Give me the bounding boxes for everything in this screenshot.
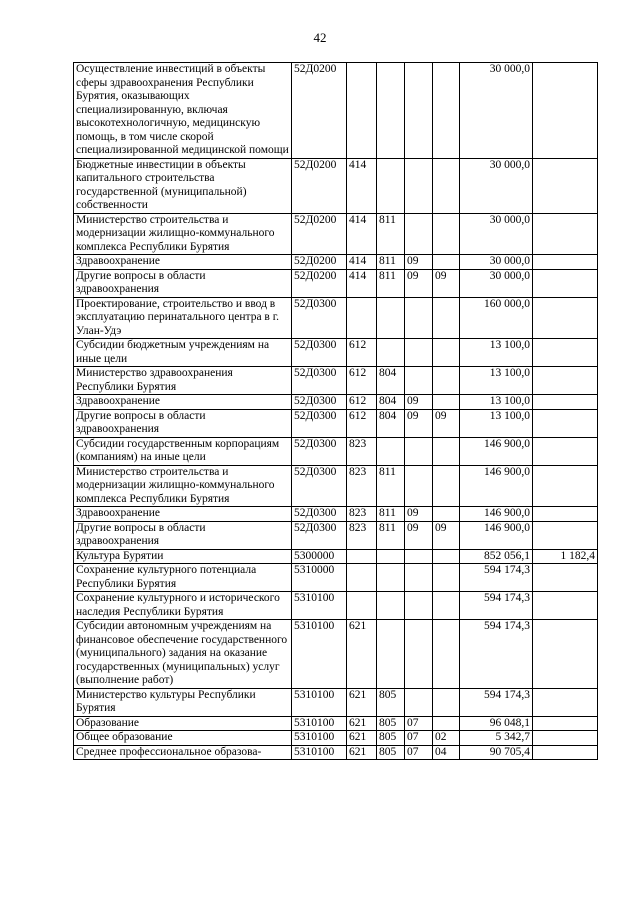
cell-section-code: 09 (405, 409, 433, 437)
cell-target-code: 5310100 (292, 716, 347, 731)
cell-subsection-code: 09 (433, 409, 460, 437)
cell-target-code: 5310100 (292, 731, 347, 746)
budget-table (73, 62, 598, 760)
cell-target-code: 5310000 (292, 564, 347, 592)
cell-ministry-code: 805 (377, 688, 405, 716)
cell-target-code: 52Д0300 (292, 521, 347, 549)
cell-row-name: Сохранение культурного потенциала Республики Бурятия (74, 564, 292, 592)
cell-amount: 146 900,0 (460, 437, 533, 465)
cell-expense-type (347, 592, 377, 620)
cell-section-code: 09 (405, 507, 433, 522)
cell-amount: 160 000,0 (460, 297, 533, 339)
cell-row-name: Министерство культуры Республики Бурятия (74, 688, 292, 716)
table-row (74, 592, 598, 620)
cell-amount: 5 342,7 (460, 731, 533, 746)
cell-row-name: Культура Бурятии (74, 549, 292, 564)
cell-section-code (405, 465, 433, 507)
cell-expense-type: 621 (347, 731, 377, 746)
cell-expense-type: 621 (347, 745, 377, 760)
cell-row-name: Министерство строительства и модернизации жилищно-коммунального комплекса Республики Бурятия (74, 213, 292, 255)
table-row (74, 269, 598, 297)
cell-row-name: Образование (74, 716, 292, 731)
cell-amount: 13 100,0 (460, 409, 533, 437)
cell-amount: 594 174,3 (460, 592, 533, 620)
cell-subsection-code (433, 213, 460, 255)
cell-amount: 594 174,3 (460, 564, 533, 592)
table-row (74, 564, 598, 592)
table-row (74, 731, 598, 746)
table-row (74, 255, 598, 270)
table-row (74, 213, 598, 255)
cell-expense-type (347, 63, 377, 159)
cell-amount: 90 705,4 (460, 745, 533, 760)
cell-target-code: 52Д0300 (292, 395, 347, 410)
cell-subsection-code (433, 564, 460, 592)
cell-subsection-code (433, 592, 460, 620)
cell-ministry-code (377, 297, 405, 339)
cell-target-code: 5310100 (292, 620, 347, 689)
cell-ministry-code: 804 (377, 395, 405, 410)
cell-amount: 30 000,0 (460, 269, 533, 297)
cell-ministry-code: 804 (377, 367, 405, 395)
cell-section-code: 07 (405, 731, 433, 746)
table-row (74, 507, 598, 522)
cell-section-code (405, 437, 433, 465)
cell-row-name: Другие вопросы в области здравоохранения (74, 269, 292, 297)
cell-extra-amount (533, 269, 598, 297)
cell-target-code: 52Д0200 (292, 158, 347, 213)
cell-row-name: Другие вопросы в области здравоохранения (74, 409, 292, 437)
cell-section-code (405, 339, 433, 367)
table-row (74, 297, 598, 339)
cell-extra-amount (533, 507, 598, 522)
table-row (74, 367, 598, 395)
cell-target-code: 52Д0200 (292, 213, 347, 255)
cell-target-code: 52Д0300 (292, 367, 347, 395)
cell-ministry-code (377, 437, 405, 465)
cell-extra-amount (533, 521, 598, 549)
cell-ministry-code (377, 63, 405, 159)
cell-target-code: 5300000 (292, 549, 347, 564)
cell-ministry-code (377, 158, 405, 213)
cell-section-code: 09 (405, 255, 433, 270)
cell-row-name: Министерство здравоохранения Республики Бурятия (74, 367, 292, 395)
cell-row-name: Здравоохранение (74, 507, 292, 522)
cell-row-name: Сохранение культурного и исторического наследия Республики Бурятия (74, 592, 292, 620)
cell-extra-amount (533, 255, 598, 270)
cell-ministry-code (377, 339, 405, 367)
cell-extra-amount (533, 716, 598, 731)
cell-section-code (405, 688, 433, 716)
cell-row-name: Осуществление инвестиций в объекты сферы здравоохранения Республики Бурятия, оказывающих специализированную, включая высокотехнологичную, медицинскую помощь, в том числе скорой специализированной медицинской помощи (74, 63, 292, 159)
cell-extra-amount (533, 745, 598, 760)
cell-subsection-code (433, 297, 460, 339)
table-body (74, 63, 598, 760)
cell-amount: 146 900,0 (460, 521, 533, 549)
cell-expense-type: 414 (347, 213, 377, 255)
cell-subsection-code (433, 339, 460, 367)
cell-subsection-code: 09 (433, 521, 460, 549)
cell-subsection-code (433, 255, 460, 270)
cell-amount: 146 900,0 (460, 465, 533, 507)
cell-row-name: Среднее профессиональное образова- (74, 745, 292, 760)
table-row (74, 158, 598, 213)
cell-expense-type: 414 (347, 158, 377, 213)
table-row (74, 437, 598, 465)
cell-target-code: 52Д0300 (292, 437, 347, 465)
page-number: 42 (313, 30, 327, 45)
table-row (74, 745, 598, 760)
cell-extra-amount: 1 182,4 (533, 549, 598, 564)
cell-subsection-code (433, 507, 460, 522)
cell-amount: 96 048,1 (460, 716, 533, 731)
cell-section-code: 09 (405, 521, 433, 549)
cell-amount: 594 174,3 (460, 688, 533, 716)
table-row (74, 465, 598, 507)
cell-extra-amount (533, 564, 598, 592)
cell-ministry-code (377, 592, 405, 620)
cell-expense-type: 612 (347, 367, 377, 395)
table-row (74, 63, 598, 159)
cell-expense-type (347, 297, 377, 339)
cell-subsection-code: 09 (433, 269, 460, 297)
cell-target-code: 52Д0200 (292, 63, 347, 159)
table-row (74, 716, 598, 731)
cell-target-code: 52Д0300 (292, 297, 347, 339)
cell-subsection-code: 04 (433, 745, 460, 760)
cell-subsection-code (433, 716, 460, 731)
cell-extra-amount (533, 437, 598, 465)
cell-expense-type: 414 (347, 269, 377, 297)
cell-amount: 146 900,0 (460, 507, 533, 522)
cell-row-name: Субсидии бюджетным учреждениям на иные цели (74, 339, 292, 367)
cell-expense-type: 823 (347, 465, 377, 507)
cell-row-name: Здравоохранение (74, 255, 292, 270)
table-row (74, 339, 598, 367)
cell-amount: 13 100,0 (460, 395, 533, 410)
table-row (74, 409, 598, 437)
cell-section-code: 07 (405, 745, 433, 760)
cell-row-name: Общее образование (74, 731, 292, 746)
cell-section-code: 09 (405, 395, 433, 410)
cell-target-code: 52Д0300 (292, 339, 347, 367)
cell-ministry-code: 811 (377, 255, 405, 270)
cell-ministry-code: 811 (377, 213, 405, 255)
cell-target-code: 52Д0300 (292, 507, 347, 522)
cell-extra-amount (533, 465, 598, 507)
cell-expense-type: 621 (347, 716, 377, 731)
cell-subsection-code (433, 158, 460, 213)
table-row (74, 521, 598, 549)
cell-expense-type: 612 (347, 339, 377, 367)
cell-expense-type: 823 (347, 437, 377, 465)
cell-expense-type: 621 (347, 620, 377, 689)
cell-amount: 13 100,0 (460, 367, 533, 395)
cell-section-code (405, 592, 433, 620)
cell-extra-amount (533, 395, 598, 410)
cell-subsection-code: 02 (433, 731, 460, 746)
cell-section-code (405, 158, 433, 213)
cell-target-code: 52Д0300 (292, 409, 347, 437)
cell-section-code: 09 (405, 269, 433, 297)
table-row (74, 549, 598, 564)
cell-amount: 594 174,3 (460, 620, 533, 689)
cell-subsection-code (433, 63, 460, 159)
cell-extra-amount (533, 688, 598, 716)
cell-expense-type: 823 (347, 507, 377, 522)
cell-ministry-code: 805 (377, 731, 405, 746)
cell-row-name: Другие вопросы в области здравоохранения (74, 521, 292, 549)
cell-amount: 30 000,0 (460, 63, 533, 159)
cell-expense-type (347, 549, 377, 564)
cell-expense-type: 823 (347, 521, 377, 549)
cell-extra-amount (533, 63, 598, 159)
cell-amount: 13 100,0 (460, 339, 533, 367)
cell-amount: 30 000,0 (460, 213, 533, 255)
cell-expense-type (347, 564, 377, 592)
cell-subsection-code (433, 437, 460, 465)
cell-row-name: Проектирование, строительство и ввод в эксплуатацию перинатального центра в г. Улан-Удэ (74, 297, 292, 339)
cell-ministry-code: 804 (377, 409, 405, 437)
cell-ministry-code: 811 (377, 269, 405, 297)
cell-expense-type: 414 (347, 255, 377, 270)
cell-ministry-code (377, 620, 405, 689)
table-row (74, 395, 598, 410)
cell-ministry-code: 805 (377, 745, 405, 760)
cell-ministry-code: 811 (377, 465, 405, 507)
cell-section-code (405, 620, 433, 689)
table-row (74, 688, 598, 716)
cell-section-code (405, 367, 433, 395)
cell-expense-type: 612 (347, 409, 377, 437)
cell-row-name: Субсидии государственным корпорациям (компаниям) на иные цели (74, 437, 292, 465)
cell-subsection-code (433, 549, 460, 564)
cell-extra-amount (533, 409, 598, 437)
cell-extra-amount (533, 592, 598, 620)
cell-extra-amount (533, 620, 598, 689)
cell-ministry-code: 805 (377, 716, 405, 731)
cell-section-code (405, 549, 433, 564)
cell-ministry-code (377, 549, 405, 564)
cell-subsection-code (433, 367, 460, 395)
cell-extra-amount (533, 367, 598, 395)
cell-subsection-code (433, 688, 460, 716)
cell-expense-type: 621 (347, 688, 377, 716)
cell-subsection-code (433, 620, 460, 689)
cell-extra-amount (533, 339, 598, 367)
cell-section-code (405, 63, 433, 159)
cell-row-name: Здравоохранение (74, 395, 292, 410)
cell-section-code (405, 213, 433, 255)
cell-section-code: 07 (405, 716, 433, 731)
cell-amount: 30 000,0 (460, 255, 533, 270)
cell-extra-amount (533, 297, 598, 339)
cell-section-code (405, 564, 433, 592)
cell-section-code (405, 297, 433, 339)
cell-subsection-code (433, 465, 460, 507)
cell-ministry-code: 811 (377, 507, 405, 522)
cell-ministry-code (377, 564, 405, 592)
cell-extra-amount (533, 158, 598, 213)
cell-extra-amount (533, 213, 598, 255)
cell-subsection-code (433, 395, 460, 410)
table-row (74, 620, 598, 689)
cell-row-name: Министерство строительства и модернизации жилищно-коммунального комплекса Республики Бурятия (74, 465, 292, 507)
cell-row-name: Субсидии автономным учреждениям на финансовое обеспечение государственного (муниципального) задания на оказание государственных (муниципальных) услуг (выполнение работ) (74, 620, 292, 689)
cell-expense-type: 612 (347, 395, 377, 410)
cell-ministry-code: 811 (377, 521, 405, 549)
cell-target-code: 52Д0200 (292, 269, 347, 297)
cell-target-code: 5310100 (292, 592, 347, 620)
cell-extra-amount (533, 731, 598, 746)
cell-target-code: 5310100 (292, 688, 347, 716)
cell-target-code: 5310100 (292, 745, 347, 760)
cell-target-code: 52Д0200 (292, 255, 347, 270)
cell-target-code: 52Д0300 (292, 465, 347, 507)
cell-row-name: Бюджетные инвестиции в объекты капитального строительства государственной (муниципальной) собственности (74, 158, 292, 213)
cell-amount: 30 000,0 (460, 158, 533, 213)
cell-amount: 852 056,1 (460, 549, 533, 564)
